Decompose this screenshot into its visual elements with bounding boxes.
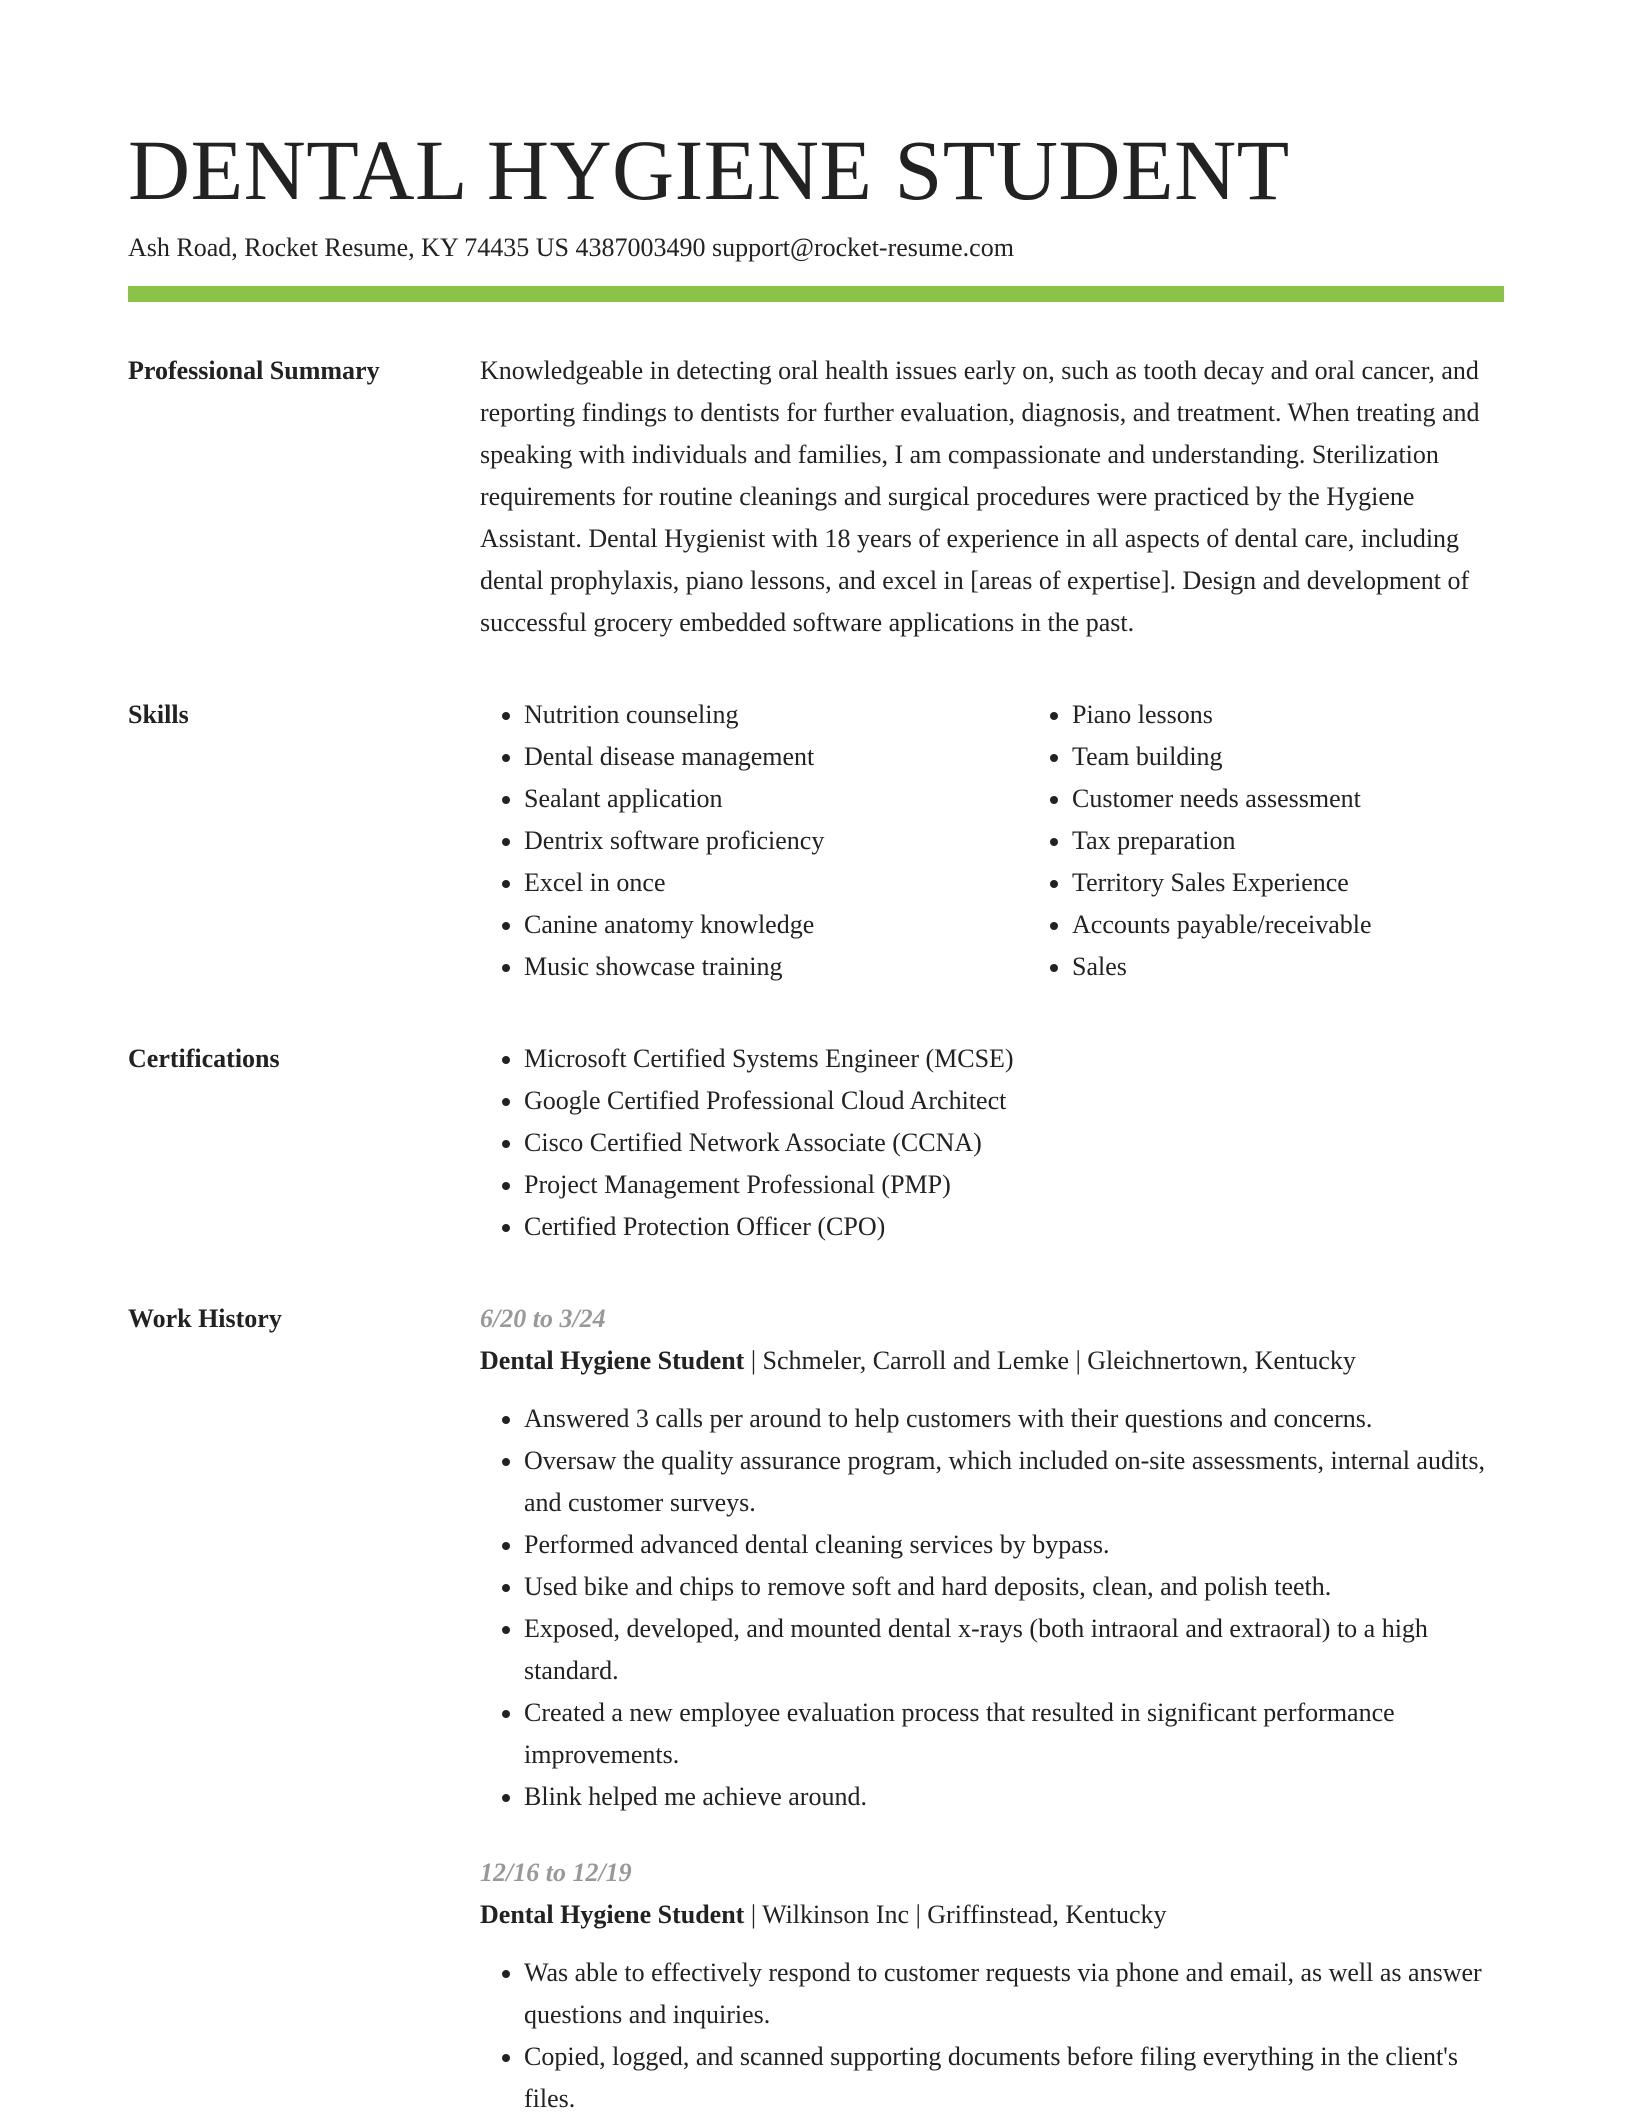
certifications-section [128, 1038, 1504, 1248]
contact-line: Ash Road, Rocket Resume, KY 74435 US 4387003490 support@rocket-resume.com [128, 233, 1014, 262]
job-entry [480, 1852, 1504, 2120]
skill-item: • Sealant application [524, 778, 1028, 820]
job-duty: • Exposed, developed, and mounted dental x-rays (both intraoral and extraoral) to a high standard. [524, 1608, 1504, 1692]
skill-item: • Accounts payable/receivable [1072, 904, 1504, 946]
skill-item: • Nutrition counseling [524, 694, 1028, 736]
job-title: Dental Hygiene Student [480, 1900, 745, 1929]
skills-list-left [480, 694, 1028, 988]
job-title: Dental Hygiene Student [480, 1346, 745, 1375]
job-employer-location: | Wilkinson Inc | Griffinstead, Kentucky [744, 1900, 1167, 1929]
certification-item: • Microsoft Certified Systems Engineer (MCSE) [524, 1038, 1504, 1080]
job-duty: • Performed advanced dental cleaning services by bypass. [524, 1524, 1504, 1566]
skill-item: • Sales [1072, 946, 1504, 988]
job-duties-list [480, 1398, 1504, 1818]
skill-item: • Customer needs assessment [1072, 778, 1504, 820]
certifications-list [480, 1038, 1504, 1248]
certification-item: • Cisco Certified Network Associate (CCNA) [524, 1122, 1504, 1164]
certification-item: • Certified Protection Officer (CPO) [524, 1206, 1504, 1248]
work-history-section [128, 1298, 1504, 2120]
skill-item: • Music showcase training [524, 946, 1028, 988]
job-heading [480, 1894, 1504, 1936]
job-employer-location: | Schmeler, Carroll and Lemke | Gleichnertown, Kentucky [744, 1346, 1356, 1375]
accent-divider [128, 286, 1504, 302]
job-duty: • Was able to effectively respond to customer requests via phone and email, as well as answer questions and inquiries. [524, 1952, 1504, 2036]
skill-item: • Territory Sales Experience [1072, 862, 1504, 904]
job-duty: • Answered 3 calls per around to help customers with their questions and concerns. [524, 1398, 1504, 1440]
skill-item: • Dentrix software proficiency [524, 820, 1028, 862]
job-entry [480, 1298, 1504, 1818]
resume-name: DENTAL HYGIENE STUDENT [128, 122, 1290, 218]
job-dates: 6/20 to 3/24 [480, 1304, 606, 1333]
job-duty: • Used bike and chips to remove soft and hard deposits, clean, and polish teeth. [524, 1566, 1504, 1608]
job-duties-list [480, 1952, 1504, 2120]
certification-item: • Google Certified Professional Cloud Architect [524, 1080, 1504, 1122]
skill-item: • Canine anatomy knowledge [524, 904, 1028, 946]
resume-page [128, 120, 1504, 2120]
certifications-heading: Certifications [128, 1044, 280, 1073]
summary-text: Knowledgeable in detecting oral health issues early on, such as tooth decay and oral cancer, and reporting findings to dentists for further evaluation, diagnosis, and treatment. When treating and speaking with individuals and families, I am compassionate and understanding. Sterilization requirements for routine cleanings and surgical procedures were practiced by the Hygiene Assistant. Dental Hygienist with 18 years of experience in all aspects of dental care, including dental prophylaxis, piano lessons, and excel in [areas of expertise]. Design and development of successful grocery embedded software applications in the past. [480, 356, 1480, 637]
skill-item: • Tax preparation [1072, 820, 1504, 862]
skills-heading: Skills [128, 700, 189, 729]
skill-item: • Excel in once [524, 862, 1028, 904]
certification-item: • Project Management Professional (PMP) [524, 1164, 1504, 1206]
skills-list-right [1028, 694, 1504, 988]
job-heading [480, 1340, 1504, 1382]
work-history-heading: Work History [128, 1304, 282, 1333]
skill-item: • Dental disease management [524, 736, 1028, 778]
skill-item: • Team building [1072, 736, 1504, 778]
summary-section [128, 350, 1504, 644]
skill-item: • Piano lessons [1072, 694, 1504, 736]
skills-section [128, 694, 1504, 988]
job-duty: • Created a new employee evaluation process that resulted in significant performance improvements. [524, 1692, 1504, 1776]
job-duty: • Oversaw the quality assurance program, which included on-site assessments, internal audits, and customer surveys. [524, 1440, 1504, 1524]
job-duty: • Copied, logged, and scanned supporting documents before filing everything in the client's files. [524, 2036, 1504, 2120]
job-dates: 12/16 to 12/19 [480, 1858, 632, 1887]
job-duty: • Blink helped me achieve around. [524, 1776, 1504, 1818]
summary-heading: Professional Summary [128, 356, 380, 385]
